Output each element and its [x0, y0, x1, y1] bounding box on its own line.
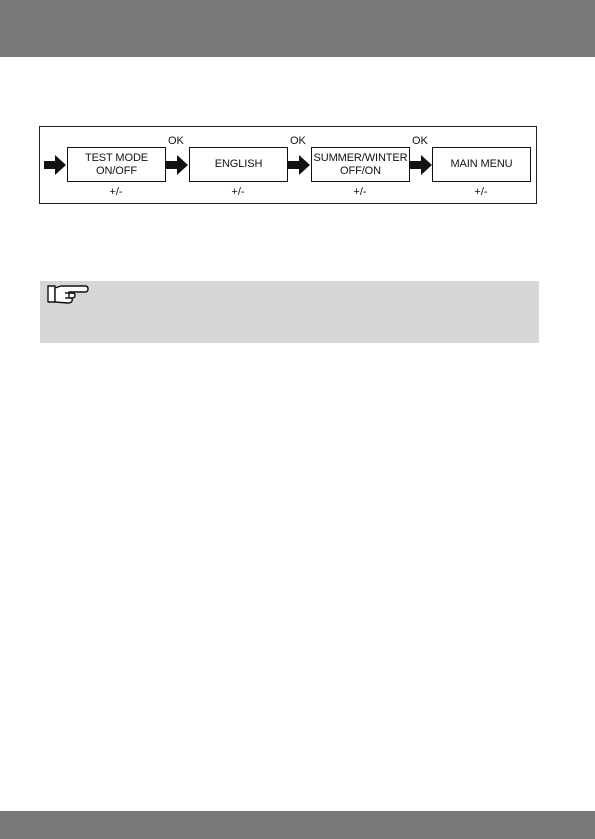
step-english [189, 147, 288, 182]
step-summer-winter-line1: SUMMER/WINTER [313, 151, 408, 164]
step-test-mode-line2: ON/OFF [96, 164, 137, 177]
footer-band [0, 811, 595, 839]
plus-minus-label-2: +/- [231, 186, 245, 198]
step-main-menu-line1: MAIN MENU [450, 158, 513, 170]
step-test-mode-line1: TEST MODE [84, 151, 149, 164]
plus-minus-label-1: +/- [109, 186, 123, 198]
entry-arrow-icon [44, 155, 66, 175]
ok-label-2: OK [290, 135, 306, 147]
arrow-1-icon [166, 155, 188, 175]
pointing-hand-icon [47, 283, 89, 305]
header-band [0, 0, 595, 57]
ok-label-1: OK [168, 135, 184, 147]
ok-label-3: OK [412, 135, 428, 147]
step-english-line1: ENGLISH [214, 158, 263, 170]
step-summer-winter [311, 147, 410, 182]
step-test-mode [67, 147, 166, 182]
plus-minus-label-4: +/- [474, 186, 488, 198]
arrow-3-icon [410, 155, 432, 175]
arrow-2-icon [288, 155, 310, 175]
step-main-menu [432, 147, 531, 182]
plus-minus-label-3: +/- [353, 186, 367, 198]
step-summer-winter-line2: OFF/ON [340, 164, 381, 177]
note-box [40, 281, 539, 343]
